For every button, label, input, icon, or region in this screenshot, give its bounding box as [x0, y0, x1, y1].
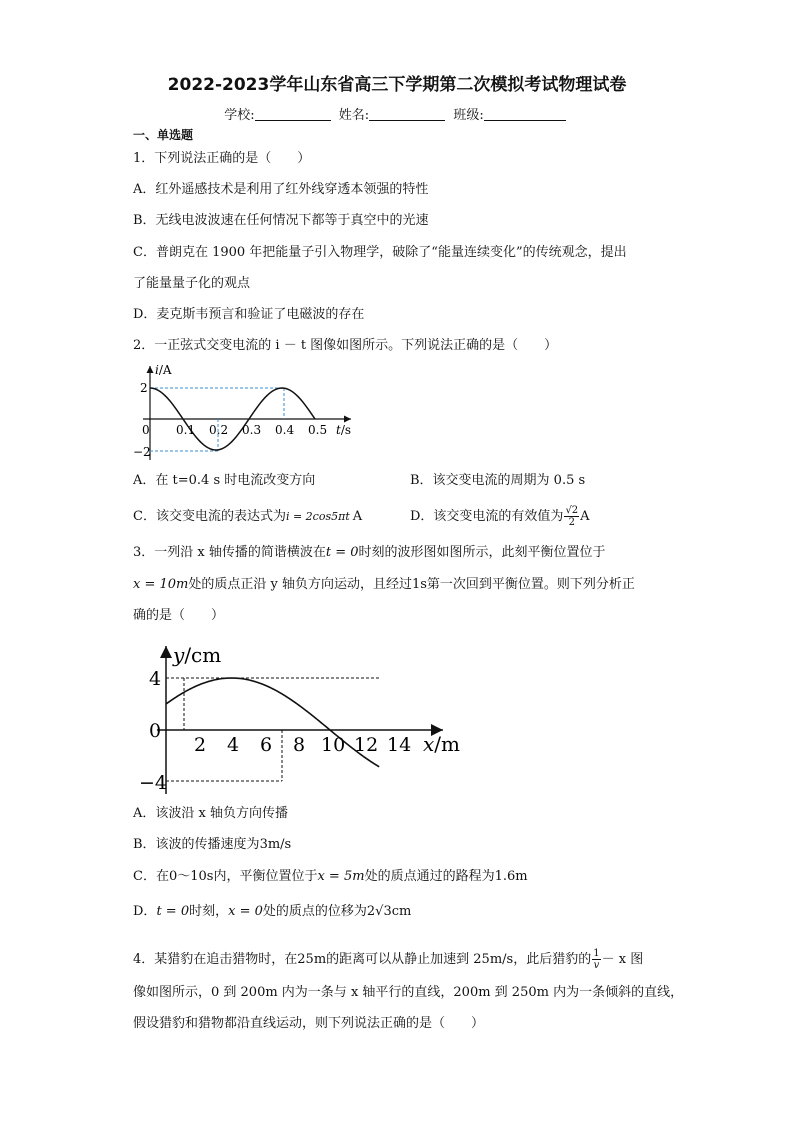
- q3-text: D．: [133, 904, 157, 919]
- section-heading: 一、单选题: [133, 128, 194, 142]
- q3-math-x10: x = 10m: [133, 577, 189, 592]
- q3-xtick: 10: [321, 734, 346, 756]
- q3-text: 时刻的波形图如图所示，此刻平衡位置位于: [358, 545, 606, 560]
- class-blank[interactable]: [484, 107, 566, 121]
- q3-text: 处的质点通过的路程为: [364, 869, 495, 884]
- q2-y-label: i/A: [155, 363, 172, 377]
- q3-xtick: 6: [260, 734, 273, 756]
- q4-fraction: [592, 948, 600, 971]
- q1-option-a[interactable]: A．红外遥感技术是利用了红外线穿透本领强的特性: [133, 182, 429, 197]
- q2-ytick-neg2: −2: [133, 445, 151, 459]
- q2-option-d[interactable]: [410, 505, 590, 528]
- q3-option-b[interactable]: [133, 837, 291, 853]
- q3-stem-line3: 确的是（ ）: [133, 608, 225, 623]
- q3-math-1s: 1s: [411, 577, 427, 592]
- q3-option-a[interactable]: A．该波沿 x 轴负方向传播: [133, 806, 288, 821]
- q3-x-label: x/m: [423, 732, 460, 756]
- q3-option-b-text: B．该波的传播速度为: [133, 837, 260, 852]
- q2-option-c-unit: A: [352, 509, 363, 524]
- q2-option-c-expr: i = 2cos5πt: [285, 510, 350, 523]
- q1-option-c[interactable]: C．普朗克在 1900 年把能量子引入物理学，破除了“能量连续变化”的传统观念，提出: [133, 245, 627, 260]
- q3-math: x = 5m: [317, 869, 365, 884]
- q2-option-b[interactable]: B．该交变电流的周期为 0.5 s: [410, 473, 586, 488]
- q4-math: 25m: [297, 952, 327, 967]
- q3-text: 3．一列沿 x 轴传播的简谐横波在: [133, 545, 326, 560]
- q2-option-c[interactable]: [133, 509, 362, 525]
- q4-text: 的距离可以从静止加速到 25m/s，此后猎豹的: [326, 952, 592, 967]
- q3-xtick: 12: [354, 734, 379, 756]
- q2-option-a[interactable]: A．在 t=0.4 s 时电流改变方向: [133, 473, 316, 488]
- q1-stem: 1．下列说法正确的是（ ）: [133, 151, 311, 166]
- name-blank[interactable]: [369, 107, 445, 121]
- q3-math: 2√3cm: [366, 904, 412, 919]
- q3-text: 处的质点正沿 y 轴负方向运动，且经过: [188, 577, 412, 592]
- q3-text: 第一次回到平衡位置。则下列分析正: [426, 577, 635, 592]
- q3-text: 时刻，: [189, 904, 229, 919]
- q3-xtick: 14: [387, 734, 412, 756]
- q2-option-c-text: C．该交变电流的表达式为: [133, 509, 286, 524]
- q3-ytick-4: 4: [149, 668, 162, 690]
- q3-text: 内，平衡位置位于: [213, 869, 318, 884]
- q3-math-t0: t = 0: [325, 545, 359, 560]
- q3-option-b-value: 3m/s: [259, 837, 292, 852]
- q1-option-d[interactable]: D．麦克斯韦预言和验证了电磁波的存在: [133, 307, 365, 322]
- q3-origin: 0: [149, 720, 162, 742]
- q3-math: 0～10s: [168, 869, 214, 884]
- q3-math: 1.6m: [494, 869, 528, 884]
- fraction-numerator: √2: [565, 505, 579, 516]
- q1-option-b[interactable]: B．无线电波波速在任何情况下都等于真空中的光速: [133, 213, 429, 228]
- school-blank[interactable]: [255, 107, 331, 121]
- q4-stem-line1: [133, 948, 643, 971]
- fraction-denominator: v: [593, 960, 600, 971]
- q3-math: t = 0: [156, 904, 190, 919]
- q4-text: 4．某猎豹在追击猎物时，在: [133, 952, 298, 967]
- fraction-numerator: 1: [593, 948, 600, 959]
- q3-xtick: 8: [293, 734, 306, 756]
- q4-stem-line2: 像如图所示，0 到 200m 内为一条与 x 轴平行的直线，200m 到 250m 内为一条倾斜的直线，: [133, 985, 684, 1000]
- q2-xtick: 0.5: [308, 423, 328, 437]
- q3-wave-graph: [133, 638, 473, 798]
- q2-ytick-2: 2: [140, 381, 148, 395]
- q3-stem-line2: [133, 577, 635, 593]
- page-title: 2022-2023学年山东省高三下学期第二次模拟考试物理试卷: [167, 75, 627, 95]
- q3-xtick: 4: [227, 734, 240, 756]
- q3-option-c[interactable]: [133, 869, 528, 885]
- q3-text: 处的质点的位移为: [262, 904, 367, 919]
- q3-option-d[interactable]: [133, 904, 411, 920]
- class-label: 班级:: [453, 108, 484, 123]
- q3-math: x = 0: [228, 904, 263, 919]
- q1-option-c-cont: 了能量量子化的观点: [133, 276, 251, 291]
- q2-option-d-unit: A: [580, 509, 590, 524]
- q2-xtick: 0.1: [176, 423, 196, 437]
- q2-option-d-text: D．该交变电流的有效值为: [410, 509, 564, 524]
- q4-text: － x 图: [601, 952, 644, 967]
- q2-x-label: t/s: [336, 423, 352, 437]
- q3-y-label: y/cm: [173, 643, 222, 667]
- q3-text: C．在: [133, 869, 169, 884]
- q3-stem-line1: [133, 545, 606, 561]
- q2-current-graph: [133, 360, 363, 468]
- school-label: 学校:: [224, 108, 255, 123]
- q2-xtick: 0.3: [242, 423, 262, 437]
- fraction-denominator: 2: [568, 517, 575, 528]
- q2-stem: 2．一正弦式交变电流的 i － t 图像如图所示。下列说法正确的是（ ）: [133, 338, 558, 353]
- name-label: 姓名:: [338, 108, 370, 123]
- q2-xtick: 0.2: [209, 423, 229, 437]
- q3-ytick-neg4: −4: [139, 772, 168, 794]
- q2-option-d-fraction: [564, 505, 579, 528]
- q2-xtick: 0.4: [275, 423, 295, 437]
- q3-xtick: 2: [194, 734, 207, 756]
- q2-origin: 0: [142, 423, 150, 437]
- q4-stem-line3: 假设猎豹和猎物都沿直线运动，则下列说法正确的是（ ）: [133, 1016, 485, 1031]
- student-info-line: [0, 104, 794, 123]
